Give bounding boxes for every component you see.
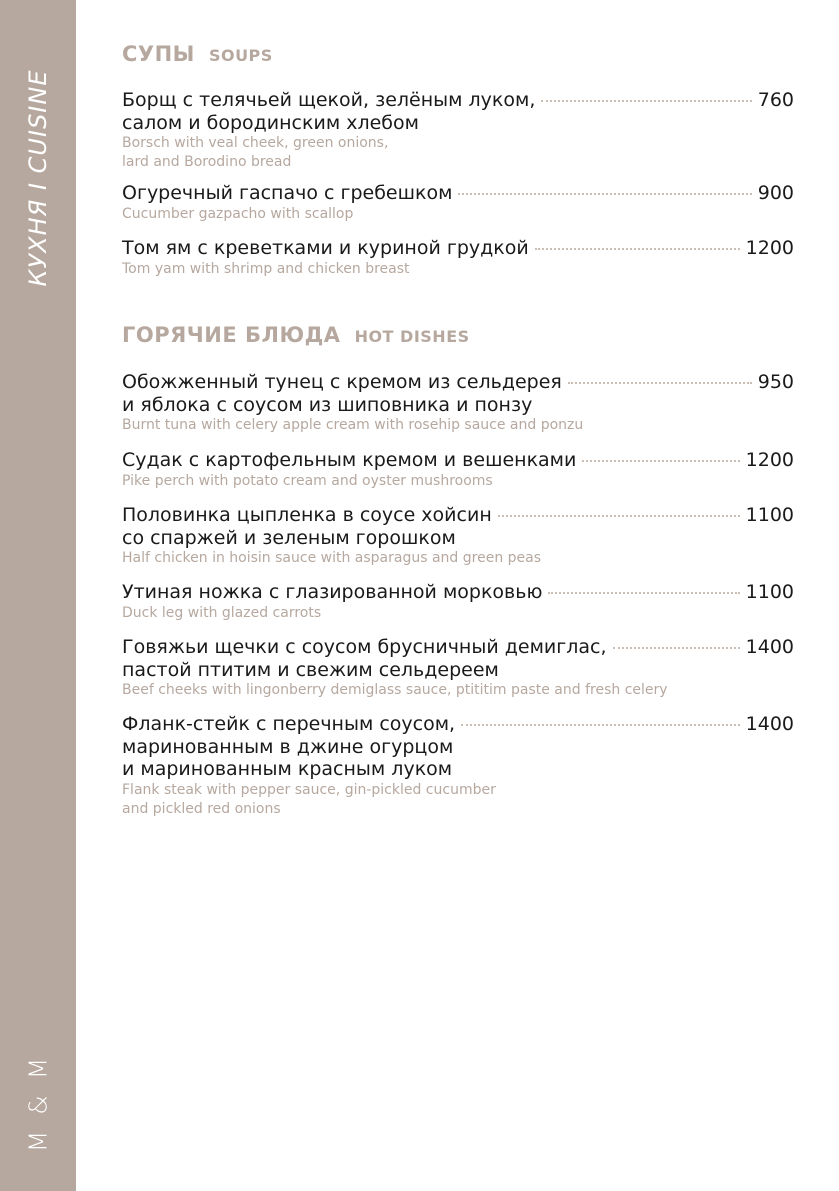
item-name: Половинка цыпленка в соусе хойсин — [122, 504, 492, 526]
menu-item — [122, 237, 794, 279]
dot-leader — [461, 724, 740, 726]
item-description: Pike perch with potato cream and oyster mushrooms — [122, 472, 493, 489]
item-name: Том ям с креветками и куриной грудкой — [122, 237, 529, 259]
item-name: Утиная ножка с глазированной морковью — [122, 581, 543, 603]
item-price: 900 — [757, 182, 794, 204]
item-description: Flank steak with pepper sauce, gin-pickled cucumber — [122, 781, 496, 798]
item-description: Cucumber gazpacho with scallop — [122, 205, 354, 222]
item-name: пастой птитим и свежим сельдереем — [122, 658, 499, 681]
item-name: Фланк-стейк с перечным соусом, — [122, 713, 456, 735]
menu-item — [122, 713, 794, 819]
section-title-ru: ГОРЯЧИЕ БЛЮДА — [122, 323, 341, 347]
menu-item — [122, 371, 794, 435]
menu-item — [122, 89, 794, 172]
section-title-ru: СУПЫ — [122, 42, 195, 66]
item-price: 1400 — [745, 636, 794, 658]
dot-leader — [535, 248, 740, 250]
section-heading-hot-dishes — [122, 323, 470, 347]
item-description: Duck leg with glazed carrots — [122, 604, 322, 621]
item-description: Tom yam with shrimp and chicken breast — [122, 260, 410, 277]
item-description: Half chicken in hoisin sauce with asparagus and green peas — [122, 550, 542, 566]
dot-leader — [458, 193, 751, 195]
menu-item — [122, 504, 794, 568]
brand-logo: M & M — [23, 1053, 53, 1153]
item-price: 760 — [757, 89, 794, 111]
menu-item — [122, 449, 794, 491]
item-name: маринованным в джине огурцом — [122, 735, 454, 758]
dot-leader — [582, 460, 739, 462]
item-price: 950 — [757, 371, 794, 393]
item-name: Огуречный гаспачо с гребешком — [122, 182, 453, 204]
item-name: Обожженный тунец с кремом из сельдерея — [122, 371, 562, 393]
item-description: Burnt tuna with celery apple cream with rosehip sauce and ponzu — [122, 417, 584, 433]
side-band — [0, 0, 76, 1191]
item-name: Судак с картофельным кремом и вешенками — [122, 449, 577, 471]
item-description: and pickled red onions — [122, 800, 281, 817]
item-description: lard and Borodino bread — [122, 154, 292, 170]
menu-item — [122, 581, 794, 623]
item-name: салом и бородинским хлебом — [122, 111, 419, 134]
section-heading-soups — [122, 42, 273, 66]
item-name: и маринованным красным луком — [122, 758, 453, 780]
item-name: Говяжьи щечки с соусом брусничный демиглас, — [122, 636, 607, 658]
dot-leader — [541, 100, 751, 102]
item-name: Борщ с телячьей щекой, зелёным луком, — [122, 89, 536, 111]
menu-item — [122, 182, 794, 224]
dot-leader — [548, 592, 739, 594]
item-price: 1100 — [745, 504, 794, 526]
item-description: Beef cheeks with lingonberry demiglass sauce, ptititim paste and fresh celery — [122, 682, 668, 698]
item-price: 1400 — [745, 713, 794, 735]
dot-leader — [613, 647, 740, 649]
item-price: 1200 — [745, 237, 794, 259]
item-name: и яблока с соусом из шиповника и понзу — [122, 393, 533, 416]
section-title-en: HOT DISHES — [354, 327, 470, 346]
item-name: со спаржей и зеленым горошком — [122, 526, 456, 549]
item-description: Borsch with veal cheek, green onions, — [122, 135, 389, 151]
section-title-en: SOUPS — [208, 46, 273, 65]
item-price: 1200 — [745, 449, 794, 471]
side-title: КУХНЯ I CUISINE — [24, 69, 52, 287]
dot-leader — [568, 382, 752, 384]
menu-item — [122, 636, 794, 700]
dot-leader — [498, 515, 740, 517]
item-price: 1100 — [745, 581, 794, 603]
